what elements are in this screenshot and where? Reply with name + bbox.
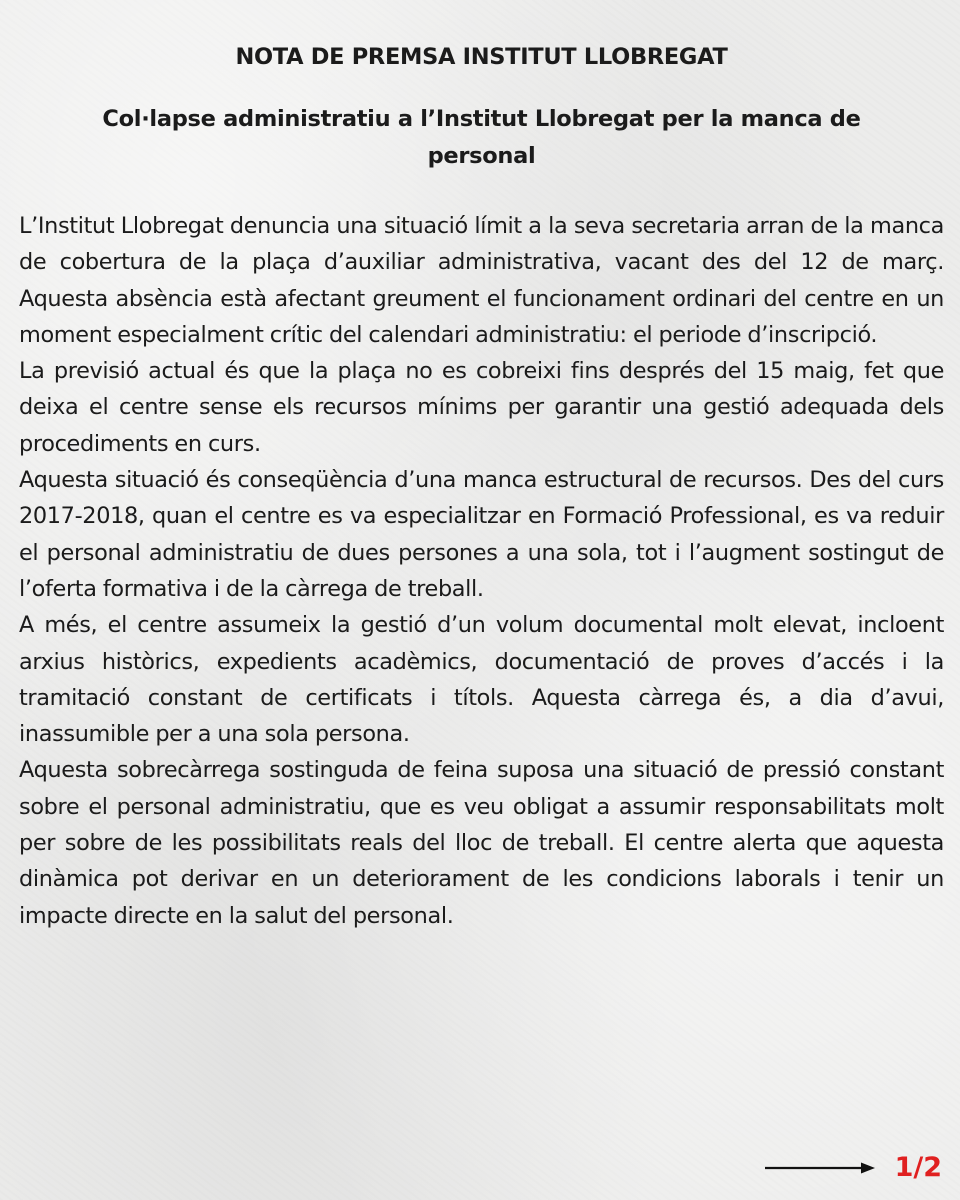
paragraph-2: La previsió actual és que la plaça no es cobreixi fins després del 15 maig, fet que deixa el centre sense els recursos mínims per garantir una gestió adequada dels procediments en curs. — [19, 358, 944, 457]
right-arrow-icon — [765, 1161, 875, 1175]
paragraph-5: Aquesta sobrecàrrega sostinguda de feina suposa una situació de pressió constant sobre el personal administratiu, que es veu obligat a assumir responsabilitats molt per sobre de les possibilitats reals del lloc de treball. El centre alerta que aquesta dinàmica pot derivar en un deteriorament de les condicions laborals i tenir un impacte directe en la salut del personal. — [19, 757, 944, 929]
page-indicator: 1/2 — [894, 1152, 942, 1183]
paragraph-3: Aquesta situació és conseqüència d’una manca estructural de recursos. Des del curs 2017-2018, quan el centre es va especialitzar en Formació Professional, es va reduir el personal administratiu de dues persones a una sola, tot i l’augment sostingut de l’oferta formativa i de la càrrega de treball. — [19, 467, 944, 602]
document-title: Col·lapse administratiu a l’Institut Llobregat per la manca de personal — [102, 106, 861, 169]
paragraph-1: L’Institut Llobregat denuncia una situació límit a la seva secretaria arran de la manca de cobertura de la plaça d’auxiliar administrativa, vacant des del 12 de març. Aquesta absència està afectant greument el funcionament ordinari del centre en un moment especialment crític del calendari administratiu: el periode d’inscripció. — [19, 213, 944, 348]
page-footer — [765, 1149, 942, 1187]
press-release — [19, 0, 944, 934]
document-heading: NOTA DE PREMSA INSTITUT LLOBREGAT — [235, 44, 728, 70]
document-body — [19, 208, 944, 934]
paragraph-4: A més, el centre assumeix la gestió d’un volum documental molt elevat, incloent arxius històrics, expedients acadèmics, documentació de proves d’accés i la tramitació constant de certificats i títols. Aquesta càrrega és, a dia d’avui, inassumible per a una sola persona. — [19, 612, 944, 748]
